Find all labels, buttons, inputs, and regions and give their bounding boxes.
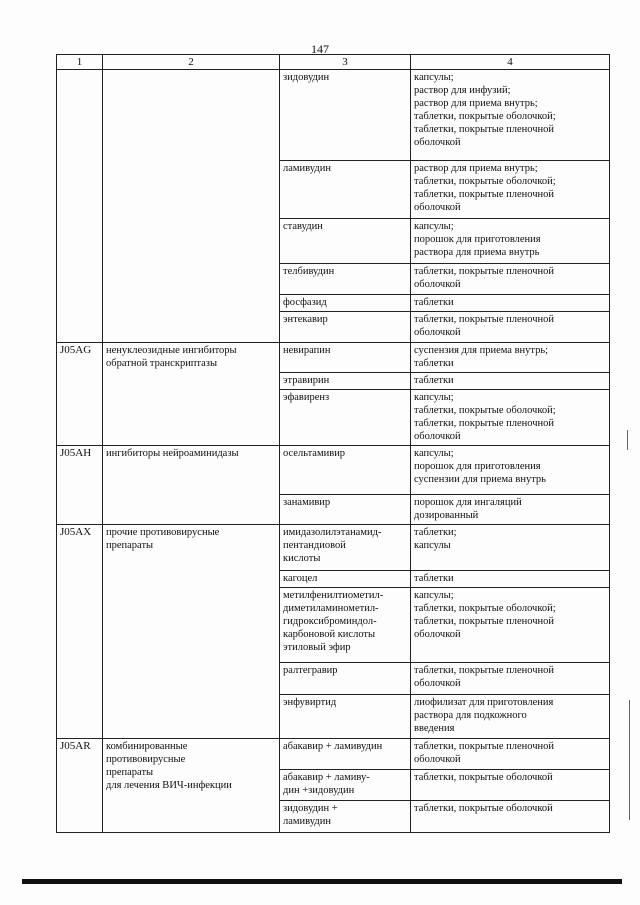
scan-edge-mark [627, 430, 628, 450]
table-row [57, 446, 610, 495]
dosage-form-cell: таблетки, покрытые оболочкой [411, 801, 610, 833]
dosage-form-cell: таблетки, покрытые пленочной оболочкой [411, 264, 610, 295]
column-header: 1 [57, 55, 103, 70]
atc-code-cell: J05AX [57, 525, 103, 739]
table-header-row [57, 55, 610, 70]
drug-name-cell: абакавир + ламиву- дин +зидовудин [280, 770, 411, 801]
dosage-form-cell: капсулы; таблетки, покрытые оболочкой; таблетки, покрытые пленочной оболочкой [411, 390, 610, 446]
dosage-form-cell: таблетки, покрытые пленочной оболочкой [411, 312, 610, 343]
drug-name-cell: ламивудин [280, 161, 411, 219]
drug-name-cell: кагоцел [280, 571, 411, 588]
dosage-form-cell: капсулы; порошок для приготовления раствора для приема внутрь [411, 219, 610, 264]
drug-name-cell: осельтамивир [280, 446, 411, 495]
atc-code-cell: J05AR [57, 739, 103, 833]
table-row [57, 525, 610, 571]
dosage-form-cell: таблетки, покрытые пленочной оболочкой [411, 739, 610, 770]
scan-bottom-bar [22, 879, 622, 884]
dosage-form-cell: таблетки; капсулы [411, 525, 610, 571]
drug-name-cell: невирапин [280, 343, 411, 373]
dosage-form-cell: капсулы; таблетки, покрытые оболочкой; таблетки, покрытые пленочной оболочкой [411, 588, 610, 663]
column-header: 4 [411, 55, 610, 70]
drug-name-cell: ралтегравир [280, 663, 411, 695]
table-body [57, 70, 610, 833]
table-row [57, 343, 610, 373]
drug-name-cell: этравирин [280, 373, 411, 390]
group-name-cell: ингибиторы нейроаминидазы [103, 446, 280, 525]
column-header: 2 [103, 55, 280, 70]
drug-name-cell: метилфенилтиометил- диметиламинометил- гидроксиброминдол- карбоновой кислоты этиловый эфир [280, 588, 411, 663]
drug-name-cell: фосфазид [280, 295, 411, 312]
dosage-form-cell: суспензия для приема внутрь; таблетки [411, 343, 610, 373]
group-name-cell: прочие противовирусные препараты [103, 525, 280, 739]
drug-name-cell: абакавир + ламивудин [280, 739, 411, 770]
drug-name-cell: эфавиренз [280, 390, 411, 446]
dosage-form-cell: капсулы; порошок для приготовления суспензии для приема внутрь [411, 446, 610, 495]
table-row [57, 739, 610, 770]
dosage-form-cell: раствор для приема внутрь; таблетки, покрытые оболочкой; таблетки, покрытые пленочной оболочкой [411, 161, 610, 219]
drug-name-cell: энтекавир [280, 312, 411, 343]
group-name-cell [103, 70, 280, 343]
dosage-form-cell: таблетки [411, 571, 610, 588]
drug-name-cell: зидовудин [280, 70, 411, 161]
page-number: 147 [311, 42, 329, 56]
dosage-form-cell: капсулы; раствор для инфузий; раствор для приема внутрь; таблетки, покрытые оболочкой; таблетки, покрытые пленочной оболочкой [411, 70, 610, 161]
atc-code-cell: J05AH [57, 446, 103, 525]
atc-code-cell [57, 70, 103, 343]
dosage-form-cell: порошок для ингаляций дозированный [411, 495, 610, 525]
table-row [57, 70, 610, 161]
group-name-cell: ненуклеозидные ингибиторы обратной транскриптазы [103, 343, 280, 446]
drug-name-cell: зидовудин + ламивудин [280, 801, 411, 833]
dosage-form-cell: таблетки, покрытые оболочкой [411, 770, 610, 801]
group-name-cell: комбинированные противовирусные препараты для лечения ВИЧ-инфекции [103, 739, 280, 833]
medicines-table [56, 54, 610, 833]
drug-name-cell: телбивудин [280, 264, 411, 295]
atc-code-cell: J05AG [57, 343, 103, 446]
dosage-form-cell: лиофилизат для приготовления раствора для подкожного введения [411, 695, 610, 739]
drug-name-cell: имидазолилэтанамид- пентандиовой кислоты [280, 525, 411, 571]
dosage-form-cell: таблетки [411, 373, 610, 390]
dosage-form-cell: таблетки, покрытые пленочной оболочкой [411, 663, 610, 695]
column-header: 3 [280, 55, 411, 70]
scan-edge-mark [629, 700, 630, 820]
dosage-form-cell: таблетки [411, 295, 610, 312]
drug-name-cell: ставудин [280, 219, 411, 264]
drug-name-cell: энфувиртид [280, 695, 411, 739]
drug-name-cell: занамивир [280, 495, 411, 525]
